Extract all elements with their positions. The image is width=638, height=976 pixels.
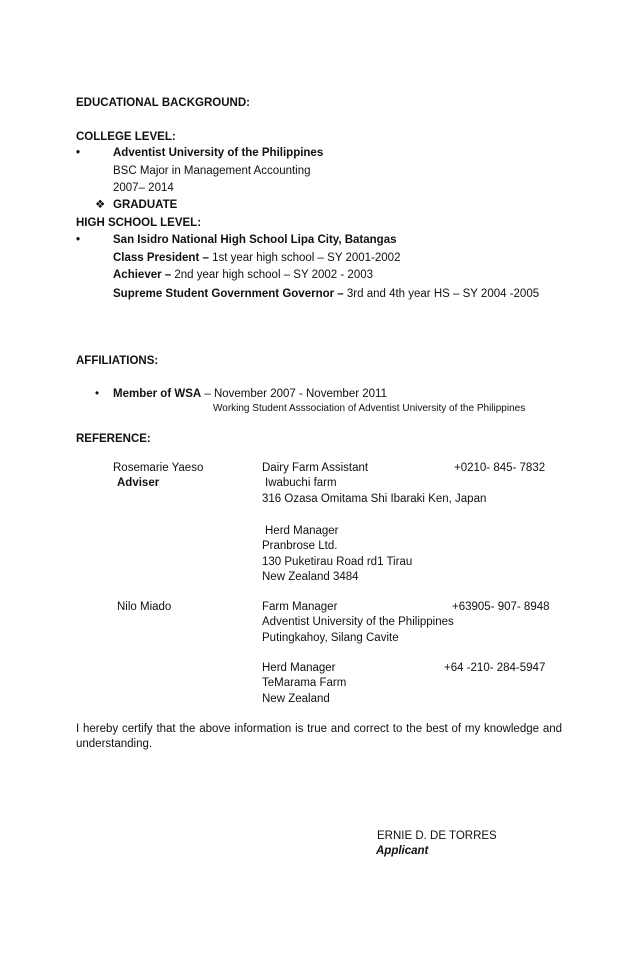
- hs-bullet: •: [76, 234, 81, 246]
- affiliations-heading: AFFILIATIONS:: [76, 355, 159, 367]
- hs-school: San Isidro National High School Lipa City, Batangas: [113, 234, 397, 246]
- hs-item-text: 1st year high school – SY 2001-2002: [208, 252, 401, 264]
- ref2-job1-phone: +63905- 907- 8948: [452, 601, 550, 613]
- hs-heading: HIGH SCHOOL LEVEL:: [76, 217, 202, 229]
- hs-item: [113, 268, 373, 282]
- ref1-job2-line4: New Zealand 3484: [262, 571, 359, 583]
- hs-item-text: 3rd and 4th year HS – SY 2004 -2005: [343, 288, 540, 300]
- affiliation-bullet: •: [95, 388, 100, 400]
- affiliation-item: [113, 387, 387, 401]
- signature-name: ERNIE D. DE TORRES: [377, 830, 497, 842]
- diamond-bullet-icon: ❖: [95, 199, 106, 211]
- ref2-job2-phone: +64 -210- 284-5947: [444, 662, 546, 674]
- hs-item: [113, 251, 400, 265]
- ref2-job1-title: Farm Manager: [262, 601, 338, 613]
- college-heading: COLLEGE LEVEL:: [76, 131, 176, 143]
- college-bullet: •: [76, 147, 81, 159]
- affiliation-label: Member of WSA: [113, 388, 202, 400]
- ref1-job2-title: Herd Manager: [265, 525, 339, 537]
- ref2-job2-title: Herd Manager: [262, 662, 336, 674]
- graduate-label: GRADUATE: [113, 199, 178, 211]
- ref1-job1-line3: 316 Ozasa Omitama Shi Ibaraki Ken, Japan: [262, 493, 487, 505]
- ref1-job2-line2: Pranbrose Ltd.: [262, 540, 338, 552]
- hs-item-text: 2nd year high school – SY 2002 - 2003: [171, 269, 374, 281]
- signature-role: Applicant: [376, 845, 429, 857]
- ref2-name: Nilo Miado: [117, 601, 172, 613]
- ref2-job1-line2: Adventist University of the Philippines: [262, 616, 454, 628]
- ref2-job1-line3: Putingkahoy, Silang Cavite: [262, 632, 399, 644]
- college-years: 2007– 2014: [113, 182, 174, 194]
- hs-item-label: Achiever –: [113, 269, 172, 281]
- ref2-job2-line2: TeMarama Farm: [262, 677, 347, 689]
- ref1-job1-title: Dairy Farm Assistant: [262, 462, 369, 474]
- reference-heading: REFERENCE:: [76, 433, 151, 445]
- ref1-name: Rosemarie Yaeso: [113, 462, 204, 474]
- college-school: Adventist University of the Philippines: [113, 147, 324, 159]
- ref1-job2-line3: 130 Puketirau Road rd1 Tirau: [262, 556, 413, 568]
- college-course: BSC Major in Management Accounting: [113, 165, 311, 177]
- hs-item-label: Supreme Student Government Governor –: [113, 288, 344, 300]
- hs-item-label: Class President –: [113, 252, 209, 264]
- education-heading: EDUCATIONAL BACKGROUND:: [76, 97, 250, 109]
- ref1-role: Adviser: [117, 477, 160, 489]
- hs-item: [113, 287, 539, 301]
- ref1-job1-line2: Iwabuchi farm: [265, 477, 337, 489]
- affiliation-subtext: Working Student Asssociation of Adventist University of the Philippines: [213, 403, 526, 414]
- ref1-job1-phone: +0210- 845- 7832: [454, 462, 546, 474]
- ref2-job2-line3: New Zealand: [262, 693, 330, 705]
- certification-statement: I hereby certify that the above information is true and correct to the best of my knowledge and understanding.: [76, 723, 562, 750]
- affiliation-text: – November 2007 - November 2011: [201, 388, 387, 400]
